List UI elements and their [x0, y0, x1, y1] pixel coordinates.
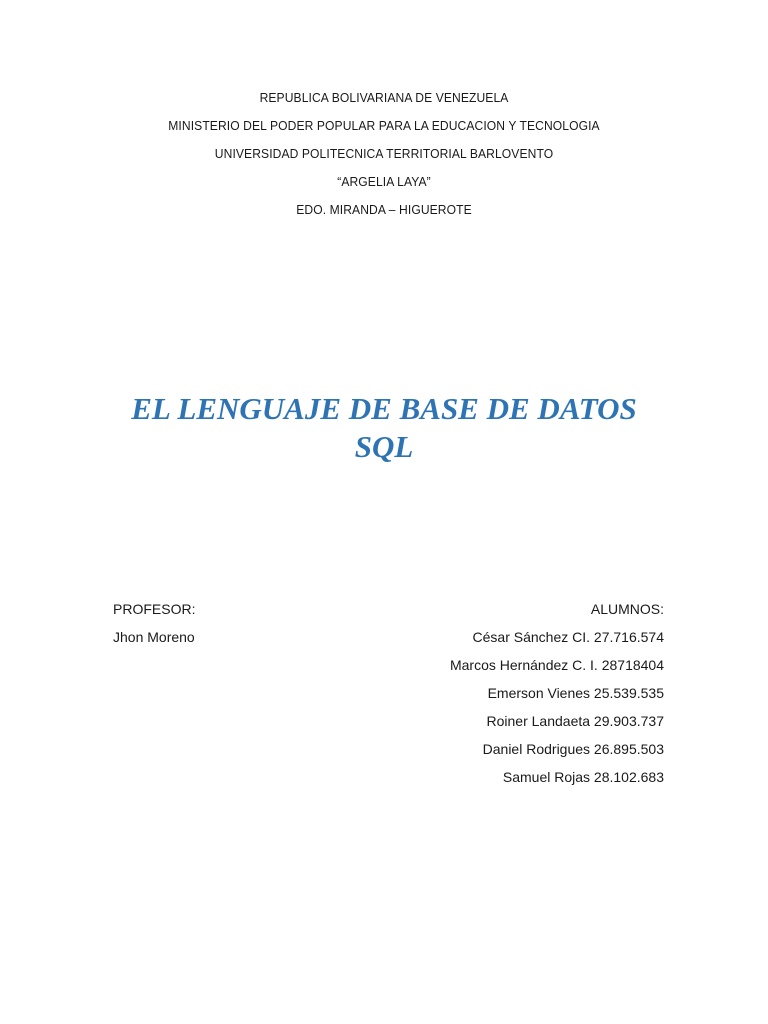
student-item: Daniel Rodrigues 26.895.503 [482, 741, 664, 757]
header-line-republic: REPUBLICA BOLIVARIANA DE VENEZUELA [259, 90, 509, 105]
title-line-main: EL LENGUAJE DE BASE DE DATOS [131, 391, 637, 426]
header-line-university: UNIVERSIDAD POLITECNICA TERRITORIAL BARLOVENTO [214, 146, 554, 161]
institution-header [0, 84, 768, 224]
document-title [0, 390, 768, 466]
header-line-campus-name: “ARGELIA LAYA” [337, 174, 431, 189]
student-item: César Sánchez CI. 27.716.574 [472, 629, 664, 645]
student-item: Marcos Hernández C. I. 28718404 [449, 657, 664, 673]
header-line-ministry: MINISTERIO DEL PODER POPULAR PARA LA EDUCACION Y TECNOLOGIA [168, 118, 600, 133]
title-line-sql: SQL [354, 429, 414, 464]
student-item: Roiner Landaeta 29.903.737 [486, 713, 664, 729]
profesor-block [113, 595, 195, 651]
student-item: Emerson Vienes 25.539.535 [487, 685, 664, 701]
profesor-label: PROFESOR: [113, 601, 196, 617]
alumnos-label: ALUMNOS: [590, 601, 664, 617]
header-line-location: EDO. MIRANDA – HIGUEROTE [296, 202, 472, 217]
profesor-name: Jhon Moreno [113, 629, 195, 645]
alumnos-block [450, 595, 664, 791]
student-item: Samuel Rojas 28.102.683 [502, 769, 664, 785]
